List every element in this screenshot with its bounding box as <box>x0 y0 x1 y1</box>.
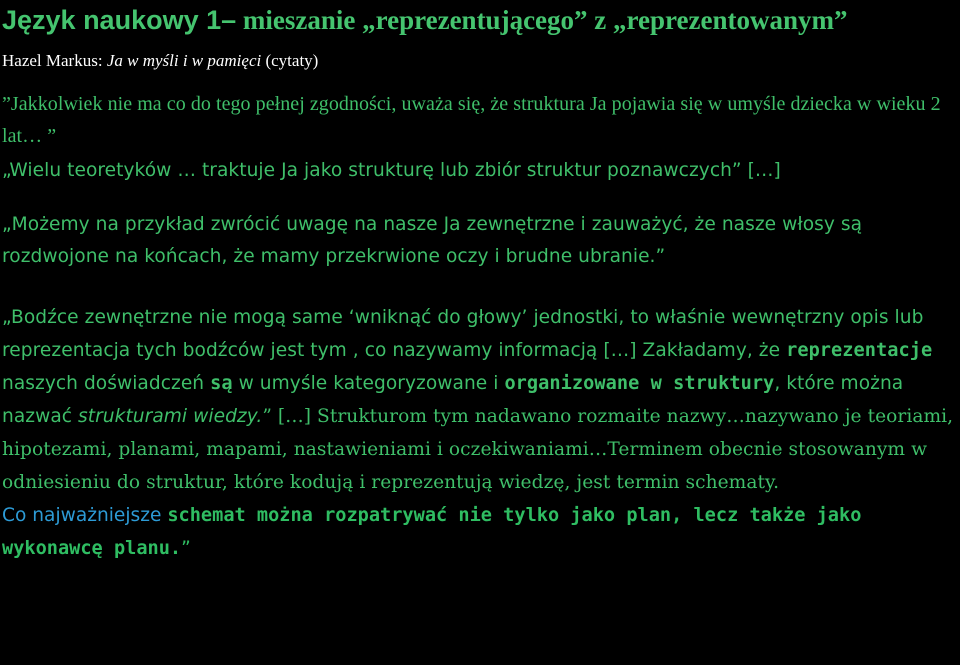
closing-lead: Co najważniejsze <box>2 505 168 526</box>
subtitle <box>2 50 960 72</box>
subtitle-work: Ja w myśli i w pamięci <box>106 51 262 70</box>
quote-4-bold-reprezentacje: reprezentacje <box>786 340 933 361</box>
quote-2: „Wielu teoretyków … traktuje Ja jako strukturę lub zbiór struktur poznawczych” […] <box>2 160 781 181</box>
quote-1: ”Jakkolwiek nie ma co do tego pełnej zgodności, uważa się, że struktura Ja pojawia się w umyśle dziecka w wieku 2 lat… ” <box>2 93 941 147</box>
quote-4-part-a: „Bodźce zewnętrzne nie mogą same ‘wniknąć do głowy’ jednostki, to właśnie wewnętrzny opis lub reprezentacja tych bodźców jest tym , co nazywamy informacją […] Zakładamy, że <box>2 307 924 361</box>
closing-bold: schemat można rozpatrywać nie tylko jako plan, lecz także jako wykonawcę planu. <box>2 505 862 559</box>
slide-title <box>2 2 960 38</box>
quote-4-part-d: w umyśle kategoryzowane i <box>232 373 505 394</box>
subtitle-note: (cytaty) <box>261 51 319 70</box>
quote-4-part-e: , które można nazwać <box>2 373 904 427</box>
subtitle-author: Hazel Markus: <box>2 51 107 70</box>
quote-4-bold-sa: są <box>210 373 233 394</box>
quote-3: „Możemy na przykład zwrócić uwagę na nasze Ja zewnętrzne i zauważyć, że nasze włosy są rozdwojone na końcach, że mamy przekrwione oczy i brudne ubranie.” <box>2 214 863 267</box>
quote-4-italic: strukturami wiedzy. <box>78 406 263 427</box>
title-part-1: Język naukowy 1– <box>2 5 237 35</box>
quote-4-bold-organizowane: organizowane w struktury <box>504 373 775 394</box>
quote-4-part-c: naszych doświadczeń <box>2 373 211 394</box>
closing-quote-mark: ” <box>181 538 191 559</box>
title-part-2: mieszanie „reprezentującego” z „reprezentowanym” <box>236 5 848 35</box>
quote-4 <box>2 301 960 499</box>
closing-statement <box>2 499 960 565</box>
quote-4-part-f: ” […] Strukturom tym nadawano rozmaite nazwy…nazywano je teoriami, hipotezami, planami, mapami, nastawieniami i oczekiwaniami…Terminem obecnie stosowanym w odniesieniu do struktur, które kodują i reprezentują wiedzę, jest termin schematy. <box>2 406 954 493</box>
